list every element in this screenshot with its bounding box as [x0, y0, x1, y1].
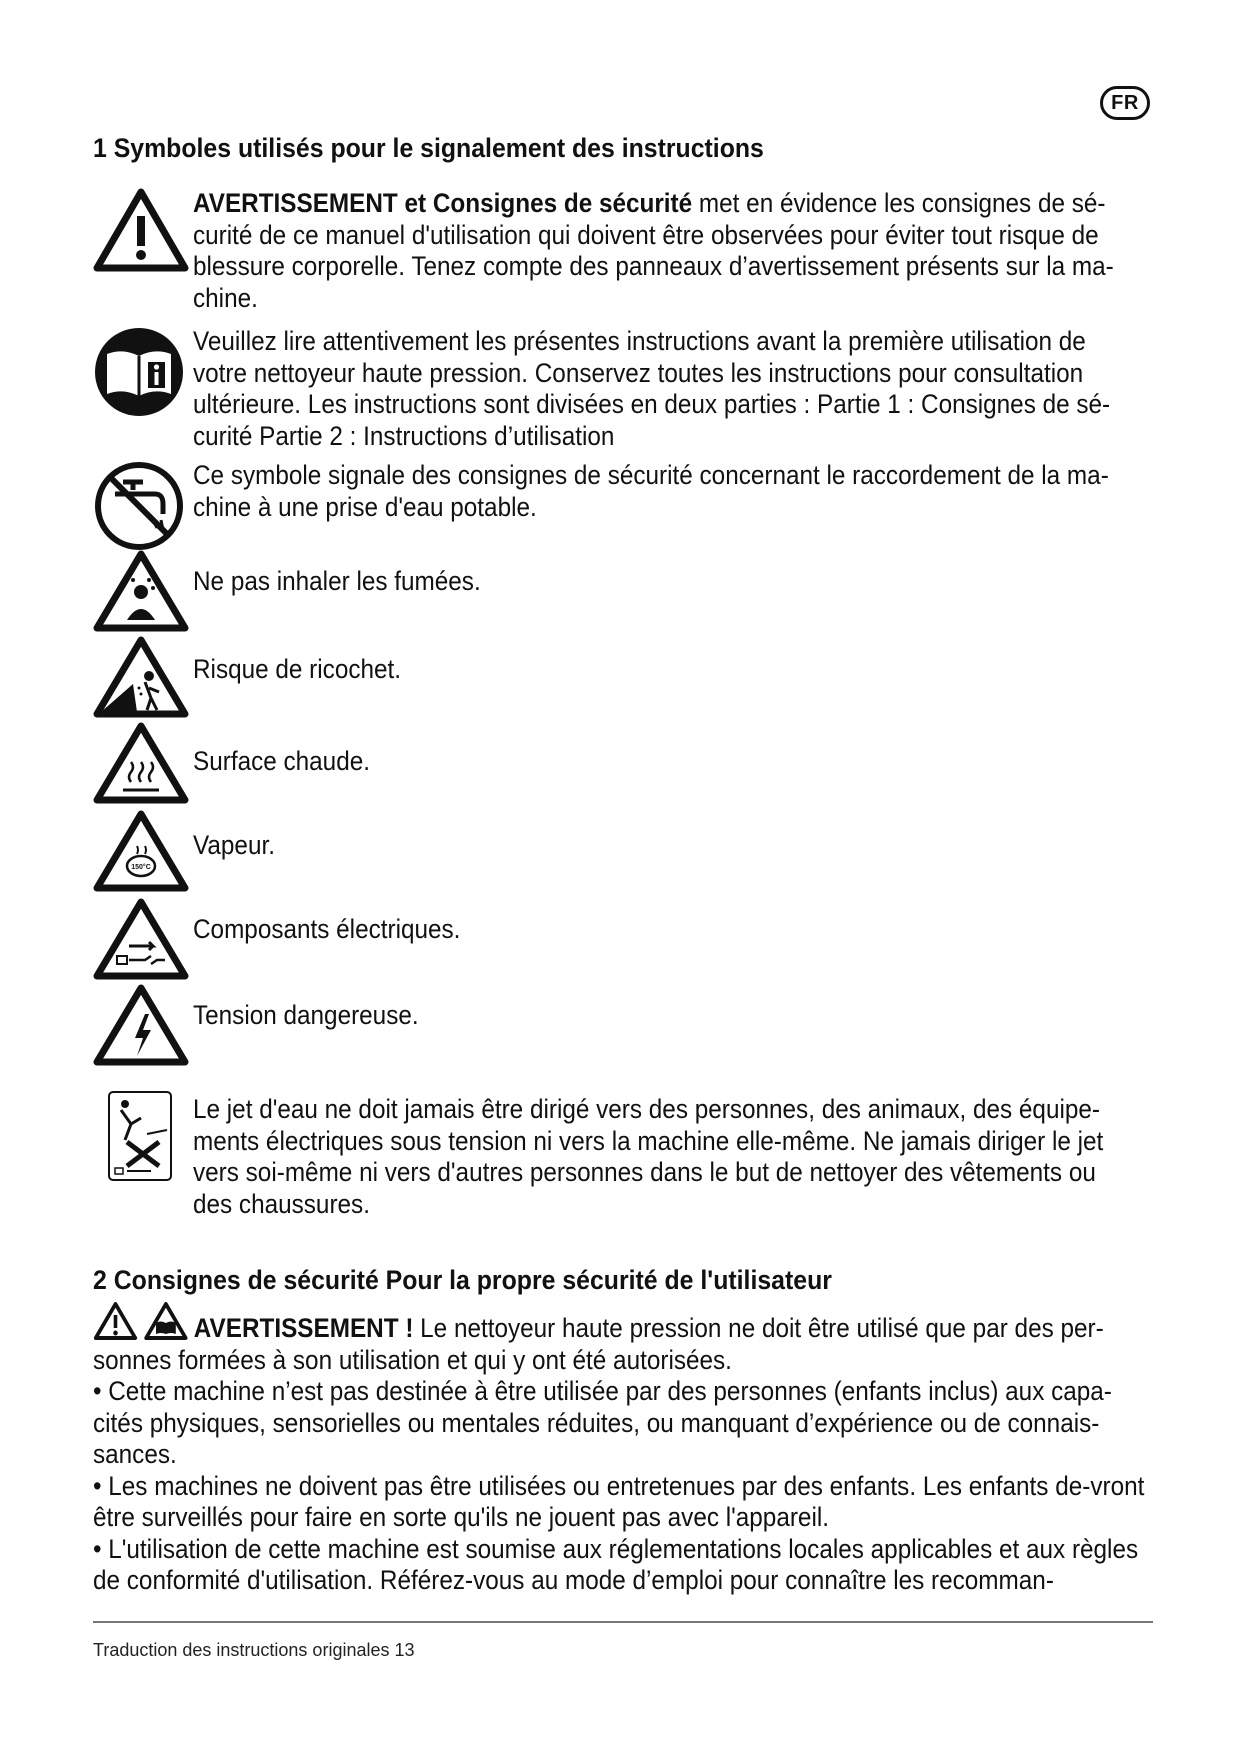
symbol-text-read-manual: Veuillez lire attentivement les présentes instructions avant la première utilisation de votre nettoyeur haute pression. Conservez toutes les instructions pour consultation ultérieure. Les instructions sont divisées en deux parties : Partie 1 : Consignes de sé-curité Partie 2 : Instructions d’utilisation	[193, 326, 1111, 451]
read-manual-icon	[93, 326, 185, 418]
symbol-text-steam: Vapeur.	[193, 830, 275, 860]
no-spray-at-people-icon	[107, 1090, 183, 1186]
section-2-body	[93, 1301, 1151, 1597]
steam-warning-icon	[93, 810, 189, 894]
bullet-item: • Cette machine n’est pas destinée à être utilisée par des personnes (enfants inclus) aux capa-cités physiques, sensorielles ou mentales réduites, ou manquant d’expérience ou de connais-sances.	[93, 1376, 1112, 1469]
warning-paragraph	[93, 1301, 1151, 1376]
symbol-text-electrical: Composants électriques.	[193, 914, 461, 944]
steam-temp-label: 150°C	[131, 864, 151, 871]
high-voltage-icon	[93, 984, 189, 1068]
warning-triangle-icon	[93, 188, 189, 274]
ricochet-warning-icon	[93, 636, 189, 720]
read-manual-triangle-icon	[143, 1301, 188, 1341]
symbol-text-no-spray: Le jet d'eau ne doit jamais être dirigé vers des personnes, des animaux, des équipe-ments électriques sous tension ni vers la machine elle-même. Ne jamais diriger le jet vers soi-même ni vers d'autres personnes dans le but de nettoyer des vêtements ou des chaussures.	[193, 1094, 1104, 1219]
symbol-text-no-potable-water: Ce symbole signale des consignes de sécurité concernant le raccordement de la ma-chine à une prise d'eau potable.	[193, 460, 1109, 522]
symbol-text-warning	[193, 188, 1138, 314]
electrical-components-icon	[93, 898, 189, 982]
symbol-text-fumes: Ne pas inhaler les fumées.	[193, 566, 481, 596]
symbol-text-high-voltage: Tension dangereuse.	[193, 1000, 419, 1030]
bullet-item: • L'utilisation de cette machine est soumise aux réglementations locales applicables et aux règles de conformité d'utilisation. Référez-vous au mode d’emploi pour connaître les recomman-	[93, 1533, 1139, 1595]
warning-description: Le nettoyeur haute pression ne doit être utilisé que par des per-sonnes formées à son utilisation et qui y ont été autorisées.	[93, 1313, 1104, 1375]
warning-label: AVERTISSEMENT !	[193, 1313, 414, 1343]
symbol-text-hot-surface: Surface chaude.	[193, 746, 370, 776]
no-potable-water-icon	[93, 460, 185, 552]
footer-divider	[93, 1621, 1153, 1623]
section-2-title: 2 Consignes de sécurité Pour la propre sécurité de l'utilisateur	[93, 1265, 832, 1295]
hot-surface-icon	[93, 722, 189, 806]
warning-triangle-icon	[93, 1301, 138, 1341]
symbol-text-ricochet: Risque de ricochet.	[193, 654, 402, 684]
fumes-warning-icon	[93, 550, 189, 634]
section-1-title: 1 Symboles utilisés pour le signalement des instructions	[93, 133, 764, 163]
warning-description: met en évidence les consignes de sé-curité de ce manuel d'utilisation qui doivent être observées pour éviter tout risque de blessure corporelle. Tenez compte des panneaux d’avertissement présents sur la ma-chine.	[193, 188, 1114, 313]
language-badge: FR	[1100, 86, 1150, 120]
bullet-item: • Les machines ne doivent pas être utilisées ou entretenues par des enfants. Les enfants de-vront être surveillés pour faire en sorte qu'ils ne jouent pas avec l'appareil.	[93, 1470, 1145, 1532]
warning-bold-label: AVERTISSEMENT et Consignes de sécurité	[193, 188, 693, 218]
page-footer: Traduction des instructions originales 13	[93, 1640, 415, 1660]
